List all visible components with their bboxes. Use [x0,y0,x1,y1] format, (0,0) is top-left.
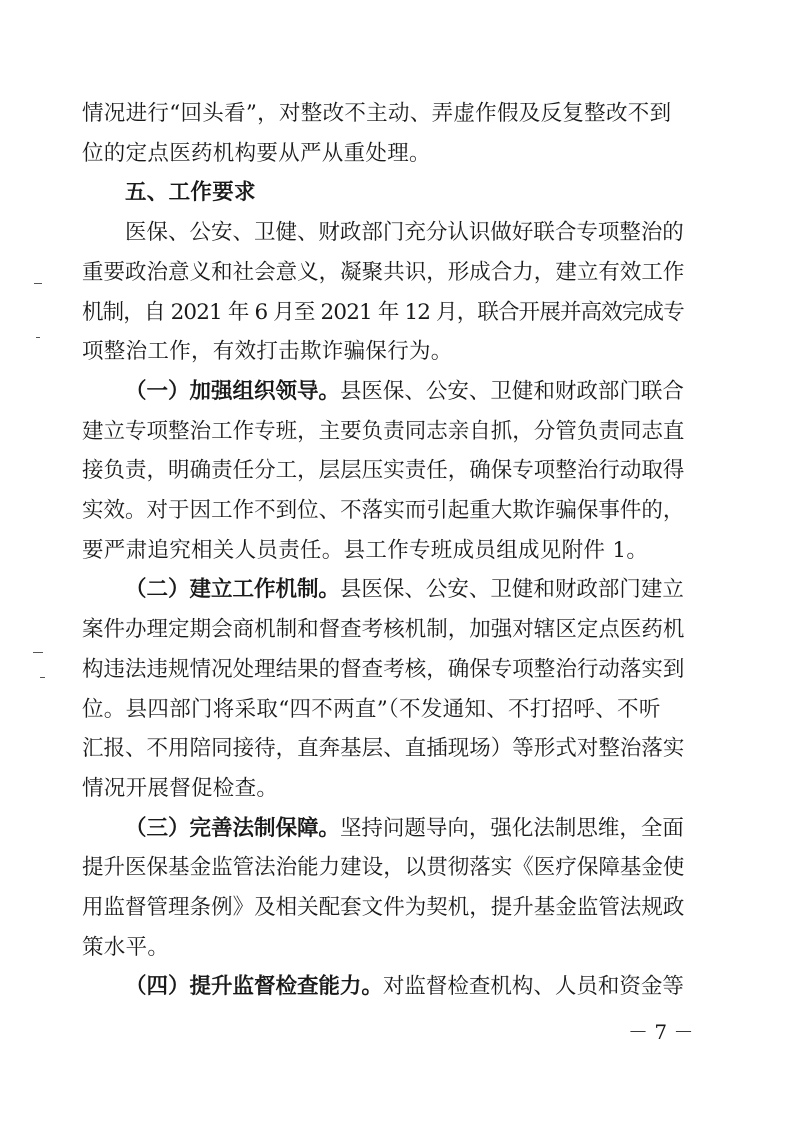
paragraph-line [125,213,684,253]
paragraph-line [82,134,684,174]
paragraph-line [82,332,684,372]
line-text: 重要政治意义和社会意义，凝聚共识，形成合力，建立有效工作 [82,259,685,285]
paragraph-line [82,610,684,650]
paragraph-line [125,809,684,849]
scan-artifact [40,677,45,678]
line-text: 构违法违规情况处理结果的督查考核，确保专项整治行动落实到 [82,656,685,682]
line-text: 案件办理定期会商机制和督查考核机制，加强对辖区定点医药机 [82,617,685,643]
paragraph-line [82,253,684,293]
line-text: 建立专项整治工作专班，主要负责同志亲自抓，分管负责同志直 [82,418,685,444]
subsection-lead: （二）建立工作机制。 [125,577,340,603]
paragraph-line [82,650,684,690]
line-text: 位的定点医药机构要从严从重处理。 [82,140,431,166]
paragraph-line [82,293,684,333]
paragraph-line [125,570,684,610]
line-text: 医保、公安、卫健、财政部门充分认识做好联合专项整治的 [125,220,684,246]
line-text: 汇报、不用陪同接待，直奔基层、直插现场）等形式对整治落实 [82,736,685,762]
subsection-lead: （四）提升监督检查能力。 [125,974,383,1000]
line-text: 五、工作要求 [125,180,256,206]
line-text: 接负责，明确责任分工，层层压实责任，确保专项整治行动取得 [82,458,685,484]
line-text: 情况进行“回头看”，对整改不主动、弄虚作假及反复整改不到 [82,101,672,126]
scan-artifact [33,652,43,653]
paragraph-line [82,451,684,491]
line-text: 提升医保基金监管法治能力建设，以贯彻落实《医疗保障基金使 [82,855,685,881]
paragraph-line [82,848,684,888]
line-text: 要严肃追究相关人员责任。县工作专班成员组成见附件 1。 [82,537,649,563]
line-text: 县医保、公安、卫健和财政部门联合 [339,378,684,404]
line-text: 实效。对于因工作不到位、不落实而引起重大欺诈骗保事件的， [82,498,685,523]
page-number: － 7 － [628,1020,694,1044]
paragraph-line [125,372,684,412]
line-text: 项整治工作，有效打击欺诈骗保行为。 [82,339,453,365]
paragraph-line [125,967,684,1007]
line-text: 策水平。 [82,934,170,960]
paragraph-line [82,690,684,730]
line-text: 对监督检查机构、人员和资金等 [382,974,684,1000]
paragraph-line [82,928,684,968]
line-text: 坚持问题导向，强化法制思维，全面 [339,815,684,841]
paragraph-line [82,531,684,571]
line-text: 县医保、公安、卫健和财政部门建立 [339,577,684,603]
paragraph-line [82,412,684,452]
line-text: 机制，自 2021 年 6 月至 2021 年 12 月，联合开展并高效完成专 [82,299,684,325]
subsection-lead: （三）完善法制保障。 [125,815,340,841]
section-heading [125,173,684,213]
paragraph-line [82,94,684,134]
paragraph-line [82,729,684,769]
paragraph-line [82,888,684,928]
line-text: 位。县四部门将采取“四不两直”（不发通知、不打招呼、不听 [82,696,661,722]
scan-artifact [34,283,42,284]
scan-artifact [36,337,40,338]
paragraph-line [82,491,684,531]
subsection-lead: （一）加强组织领导。 [125,378,340,404]
line-text: 情况开展督促检查。 [82,775,279,801]
paragraph-line [82,769,684,809]
line-text: 用监督管理条例》及相关配套文件为契机，提升基金监管法规政 [82,895,685,920]
